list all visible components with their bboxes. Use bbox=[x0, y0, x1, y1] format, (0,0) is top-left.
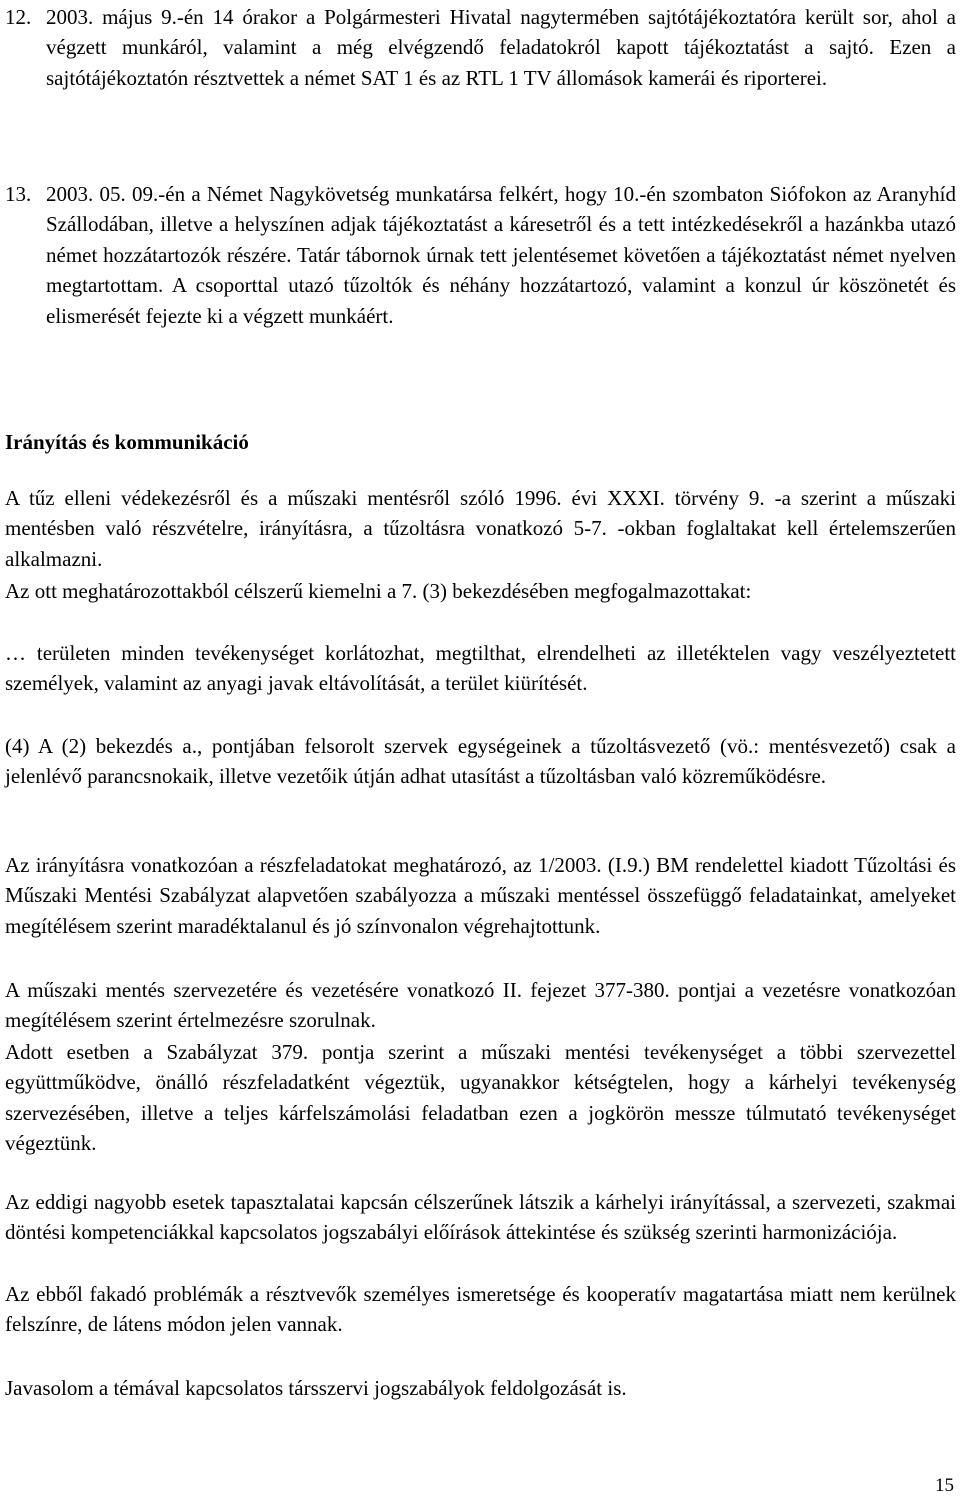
list-item-13 bbox=[5, 179, 956, 331]
paragraph-law-reference: A tűz elleni védekezésről és a műszaki mentésről szóló 1996. évi XXXI. törvény 9. -a szerint a műszaki mentésben való részvételre, irányításra, a tűzoltásra vonatkozó 5-7. -okban foglaltakat kell értelemszerűen alkalmazni. bbox=[5, 486, 956, 571]
paragraph-highlight-intro: Az ott meghatározottakból célszerű kiemelni a 7. (3) bekezdésében megfogalmazottakat: bbox=[5, 579, 752, 603]
paragraph-proposal: Javasolom a témával kapcsolatos társszervi jogszabályok feldolgozását is. bbox=[5, 1376, 627, 1400]
list-item-number: 12. bbox=[5, 5, 32, 29]
list-item-12 bbox=[5, 2, 956, 93]
paragraph-experiences: Az eddigi nagyobb esetek tapasztalatai kapcsán célszerűnek látszik a kárhelyi irányítással, a szervezeti, szakmai döntési kompetenciákkal kapcsolatos jogszabályi előírások áttekintése és szükség szerinti harmonizációja. bbox=[5, 1190, 956, 1245]
page-number: 15 bbox=[935, 1475, 954, 1496]
list-item-number: 13. bbox=[5, 182, 32, 206]
paragraph-regulation: Az irányításra vonatkozóan a részfeladatokat meghatározó, az 1/2003. (I.9.) BM rendelettel kiadott Tűzoltási és Műszaki Mentési Szabályzat alapvetően szabályozza a műszaki mentéssel összefüggő feladatainkat, amelyeket megítélésem szerint maradéktalanul és jó színvonalon végrehajtottunk. bbox=[5, 853, 956, 938]
list-item-text: 2003. 05. 09.-én a Német Nagykövetség munkatársa felkért, hogy 10.-én szombaton Siófokon az Aranyhíd Szállodában, illetve a helyszínen adjak tájékoztatást a káresetről és a tett intézkedésekről a hazánkba utazó német hozzátartozók részére. Tatár tábornok úrnak tett jelentésemet követően a tájékoztatást német nyelven megtartottam. A csoporttal utazó tűzoltók és néhány hozzátartozó, valamint a konzul úr köszönetét és elismerését fejezte ki a végzett munkáért. bbox=[46, 182, 956, 328]
paragraph-quote-1: … területen minden tevékenységet korlátozhat, megtilthat, elrendelheti az illetéktelen vagy veszélyeztetett személyek, valamint az anyagi javak eltávolítását, a terület kiürítését. bbox=[5, 641, 956, 696]
paragraph-problems: Az ebből fakadó problémák a résztvevők személyes ismeretsége és kooperatív magatartása miatt nem kerülnek felszínre, de látens módon jelen vannak. bbox=[5, 1282, 956, 1337]
section-heading: Irányítás és kommunikáció bbox=[5, 430, 249, 454]
paragraph-chapter: A műszaki mentés szervezetére és vezetésére vonatkozó II. fejezet 377-380. pontjai a vezetésre vonatkozóan megítélésem szerint értelmezésre szorulnak. bbox=[5, 978, 956, 1033]
paragraph-point-379: Adott esetben a Szabályzat 379. pontja szerint a műszaki mentési tevékenységet a többi szervezettel együttműködve, önálló részfeladatként végeztük, ugyanakkor kétségtelen, hogy a kárhelyi tevékenység szervezésében, illetve a teljes kárfelszámolási feladatban ezen a jogkörön messze túlmutató tevékenységet végeztünk. bbox=[5, 1040, 956, 1156]
list-item-text: 2003. május 9.-én 14 órakor a Polgármesteri Hivatal nagytermében sajtótájékoztatóra került sor, ahol a végzett munkáról, valamint a még elvégzendő feladatokról kapott tájékoztatást a sajtó. Ezen a sajtótájékoztatón résztvettek a német SAT 1 és az RTL 1 TV állomások kamerái és riporterei. bbox=[46, 5, 956, 90]
paragraph-quote-2: (4) A (2) bekezdés a., pontjában felsorolt szervek egységeinek a tűzoltásvezető (vö.: mentésvezető) csak a jelenlévő parancsnokaik, illetve vezetőik útján adhat utasítást a tűzoltásban való közreműködésre. bbox=[5, 734, 956, 789]
